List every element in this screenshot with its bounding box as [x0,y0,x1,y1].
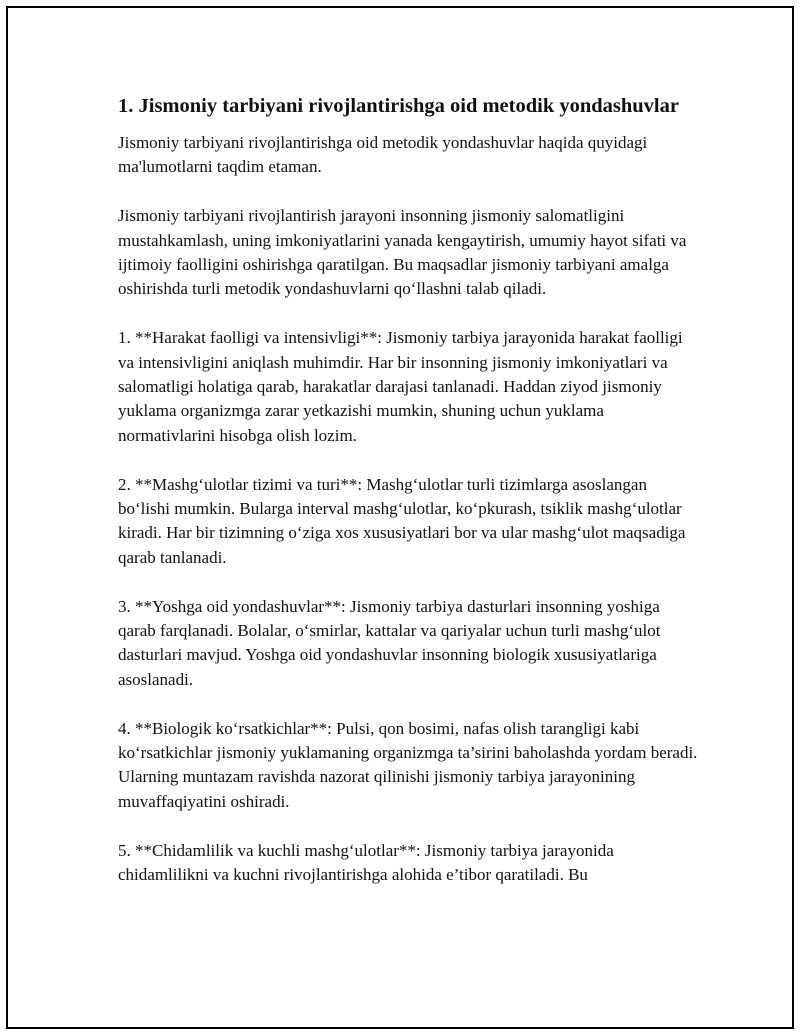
list-item-paragraph: 4. **Biologik ko‘rsatkichlar**: Pulsi, qon bosimi, nafas olish tarangligi kabi ko‘rsatkichlar jismoniy yuklamaning organizmga ta’sirini baholashda yordam beradi. Ularning muntazam ravishda nazorat qilinishi jismoniy tarbiya jarayonining muvaffaqiyatini oshiradi. [118,718,698,811]
overview-paragraph: Jismoniy tarbiyani rivojlantirish jarayoni insonning jismoniy salomatligini mustahkamlash, uning imkoniyatlarini yanada kengaytirish, umumiy hayot sifati va ijtimoiy faolligini oshirishga qaratilgan. Bu maqsadlar jismoniy tarbiyani amalga oshirishda turli metodik yondashuvlarni qo‘llashni talab qiladi. [118,206,687,299]
list-item-paragraph: 2. **Mashg‘ulotlar tizimi va turi**: Mashg‘ulotlar turli tizimlarga asoslangan bo‘lishi mumkin. Bularga interval mashg‘ulotlar, ko‘pkurash, tsiklik mashg‘ulotlar kiradi. Har bir tizimning o‘ziga xos xususiyatlari bor va ular mashg‘ulot maqsadiga qarab tanlanadi. [118,474,686,567]
list-item-paragraph: 3. **Yoshga oid yondashuvlar**: Jismoniy tarbiya dasturlari insonning yoshiga qarab farqlanadi. Bolalar, o‘smirlar, kattalar va qariyalar uchun turli mashg‘ulot dasturlari mavjud. Yoshga oid yondashuvlar insonning biologik xususiyatlariga asoslanadi. [118,596,661,689]
intro-paragraph: Jismoniy tarbiyani rivojlantirishga oid metodik yondashuvlar haqida quyidagi ma'lumotlarni taqdim etaman. [118,133,648,177]
list-item-paragraph: 5. **Chidamlilik va kuchli mashg‘ulotlar**: Jismoniy tarbiya jarayonida chidamlilikni va kuchni rivojlantirishga alohida e’tibor qaratiladi. Bu [118,840,614,885]
document-body [118,92,698,912]
section-title: 1. Jismoniy tarbiyani rivojlantirishga oid metodik yondashuvlar [118,95,679,117]
list-item-paragraph: 1. **Harakat faolligi va intensivligi**: Jismoniy tarbiya jarayonida harakat faolligi va intensivligini aniqlash muhimdir. Har bir insonning jismoniy imkoniyatlari va salomatligi holatiga qarab, harakatlar darajasi tanlanadi. Haddan ziyod jismoniy yuklama organizmga zarar yetkazishi mumkin, shuning uchun yuklama normativlarini hisobga olish lozim. [118,328,683,445]
